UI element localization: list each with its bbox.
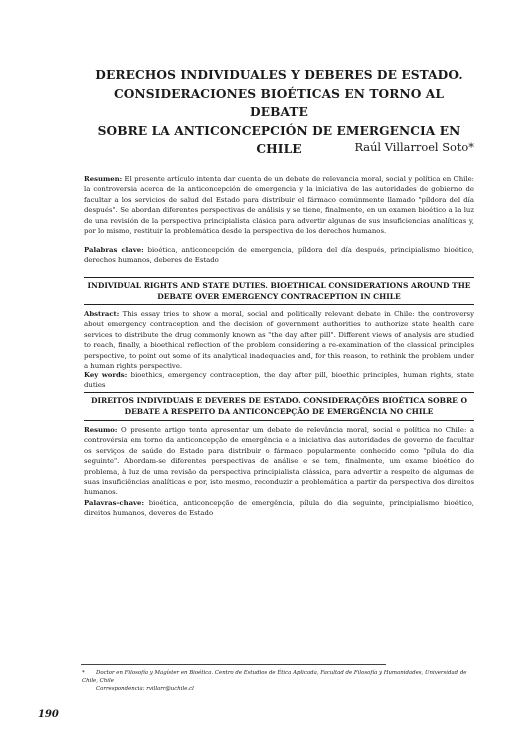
english-title-line-2: DEBATE OVER EMERGENCY CONTRACEPTION IN CHILE xyxy=(157,292,401,301)
spanish-keywords-text: bioética, anticoncepción de emergencia, píldora del día después, principialismo bioético, derechos humanos, deberes de Estado xyxy=(84,246,474,265)
author-name: Raúl Villarroel Soto* xyxy=(354,140,474,154)
footnote-line-2: Correspondencia: rvillarr@uchile.cl xyxy=(96,686,194,692)
portuguese-title-line-2: DEBATE A RESPEITO DA ANTICONCEPÇÃO DE EMERGÊNCIA NO CHILE xyxy=(124,407,434,416)
spanish-abstract xyxy=(84,174,474,236)
footnote-rule xyxy=(81,664,386,665)
footnote-affiliation: Doctor en Filosofía y Magíster en Bioética. Centro de Estudios de Ética Aplicada, Facultad de Filosofía y Humanidades, Universidad de Chile, Chile xyxy=(82,670,467,684)
portuguese-keywords-label: Palavras-chave: xyxy=(84,499,144,507)
english-abstract xyxy=(84,309,474,371)
footnote xyxy=(82,669,474,693)
spanish-abstract-label: Resumen: xyxy=(84,175,123,183)
portuguese-title xyxy=(84,395,474,417)
english-title xyxy=(84,280,474,302)
english-abstract-text: This essay tries to show a moral, social and politically relevant debate in Chile: the controversy about emergency contraception and the decision of government authorities to authorize state health care services to distribute the drug commonly known as "the day after pill". Different views of analysis are studied to reach, finally, a bioethical reflection of the problem considering a re-examination of the classical principles perspective, to point out some of its analytical inadequacies and, for this reason, to rethink the problem under a human rights perspective. xyxy=(84,310,474,371)
title-line-2: CONSIDERACIONES BIOÉTICAS EN TORNO AL DEBATE xyxy=(114,86,444,119)
english-keywords xyxy=(84,370,474,391)
portuguese-keywords xyxy=(84,498,474,519)
portuguese-abstract-label: Resumo: xyxy=(84,426,118,434)
portuguese-abstract xyxy=(84,425,474,498)
title-line-3: SOBRE LA ANTICONCEPCIÓN DE EMERGENCIA EN CHILE xyxy=(97,123,461,156)
spanish-abstract-text: El presente artículo intenta dar cuenta de un debate de relevancia moral, social y política en Chile: la controversia acerca de la anticoncepción de emergencia y la iniciativa de las autoridades de gobierno de facultar a los servicios de salud del Estado para distribuir el fármaco comúnmente llamado "píldora del día después". Se abordan diferentes perspectivas de análisis y se tiene, finalmente, en un examen bioético a la luz de una revisión de la perspectiva principialista clásica para advertir algunas de sus insuficiencias analíticas y, por lo mismo, restituir la problemática desde la perspectiva de los derechos humanos. xyxy=(84,175,474,236)
section-rule-portuguese-top xyxy=(84,392,474,393)
portuguese-abstract-text: O presente artigo tenta apresentar um debate de relevância moral, social e política no Chile: a controvérsia em torno da anticoncepção de emergência e a iniciativa das autoridades de governo de facultar os serviços de saúde do Estado para distribuir o fármaco popularmente conhecido como "pílula do dia seguinte". Abordam-se diferentes perspectivas de análise e se tem, finalmente, um exame bioético do problema, à luz de uma revisão da perspectiva principialista clássica, para advertir a respeito de algumas de suas insuficiências analíticas e por, isto mesmo, reconduzir a problemática a partir da perspectiva dos direitos humanos. xyxy=(84,426,474,497)
english-abstract-label: Abstract: xyxy=(84,310,120,318)
footnote-line-1 xyxy=(82,669,474,685)
section-rule-english-bottom xyxy=(84,304,474,305)
page-number: 190 xyxy=(38,709,59,720)
english-title-line-1: INDIVIDUAL RIGHTS AND STATE DUTIES. BIOETHICAL CONSIDERATIONS AROUND THE xyxy=(87,281,471,290)
portuguese-keywords-text: bioética, anticoncepção de emergência, pílula do dia seguinte, principialismo bioético, direitos humanos, deveres de Estado xyxy=(84,499,474,518)
section-rule-english-top xyxy=(84,277,474,278)
english-keywords-label: Key words: xyxy=(84,371,128,379)
portuguese-title-line-1: DIREITOS INDIVIDUAIS E DEVERES DE ESTADO. CONSIDERAÇÕES BIOÉTICA SOBRE O xyxy=(90,396,468,405)
english-keywords-text: bioethics, emergency contraception, the day after pill, bioethic principles, human rights, state duties xyxy=(84,371,474,390)
section-rule-portuguese-bottom xyxy=(84,420,474,421)
spanish-keywords-label: Palabras clave: xyxy=(84,246,144,254)
title-line-1: DERECHOS INDIVIDUALES Y DEBERES DE ESTADO. xyxy=(95,68,463,82)
spanish-keywords xyxy=(84,245,474,266)
footnote-mark: * xyxy=(82,670,85,676)
